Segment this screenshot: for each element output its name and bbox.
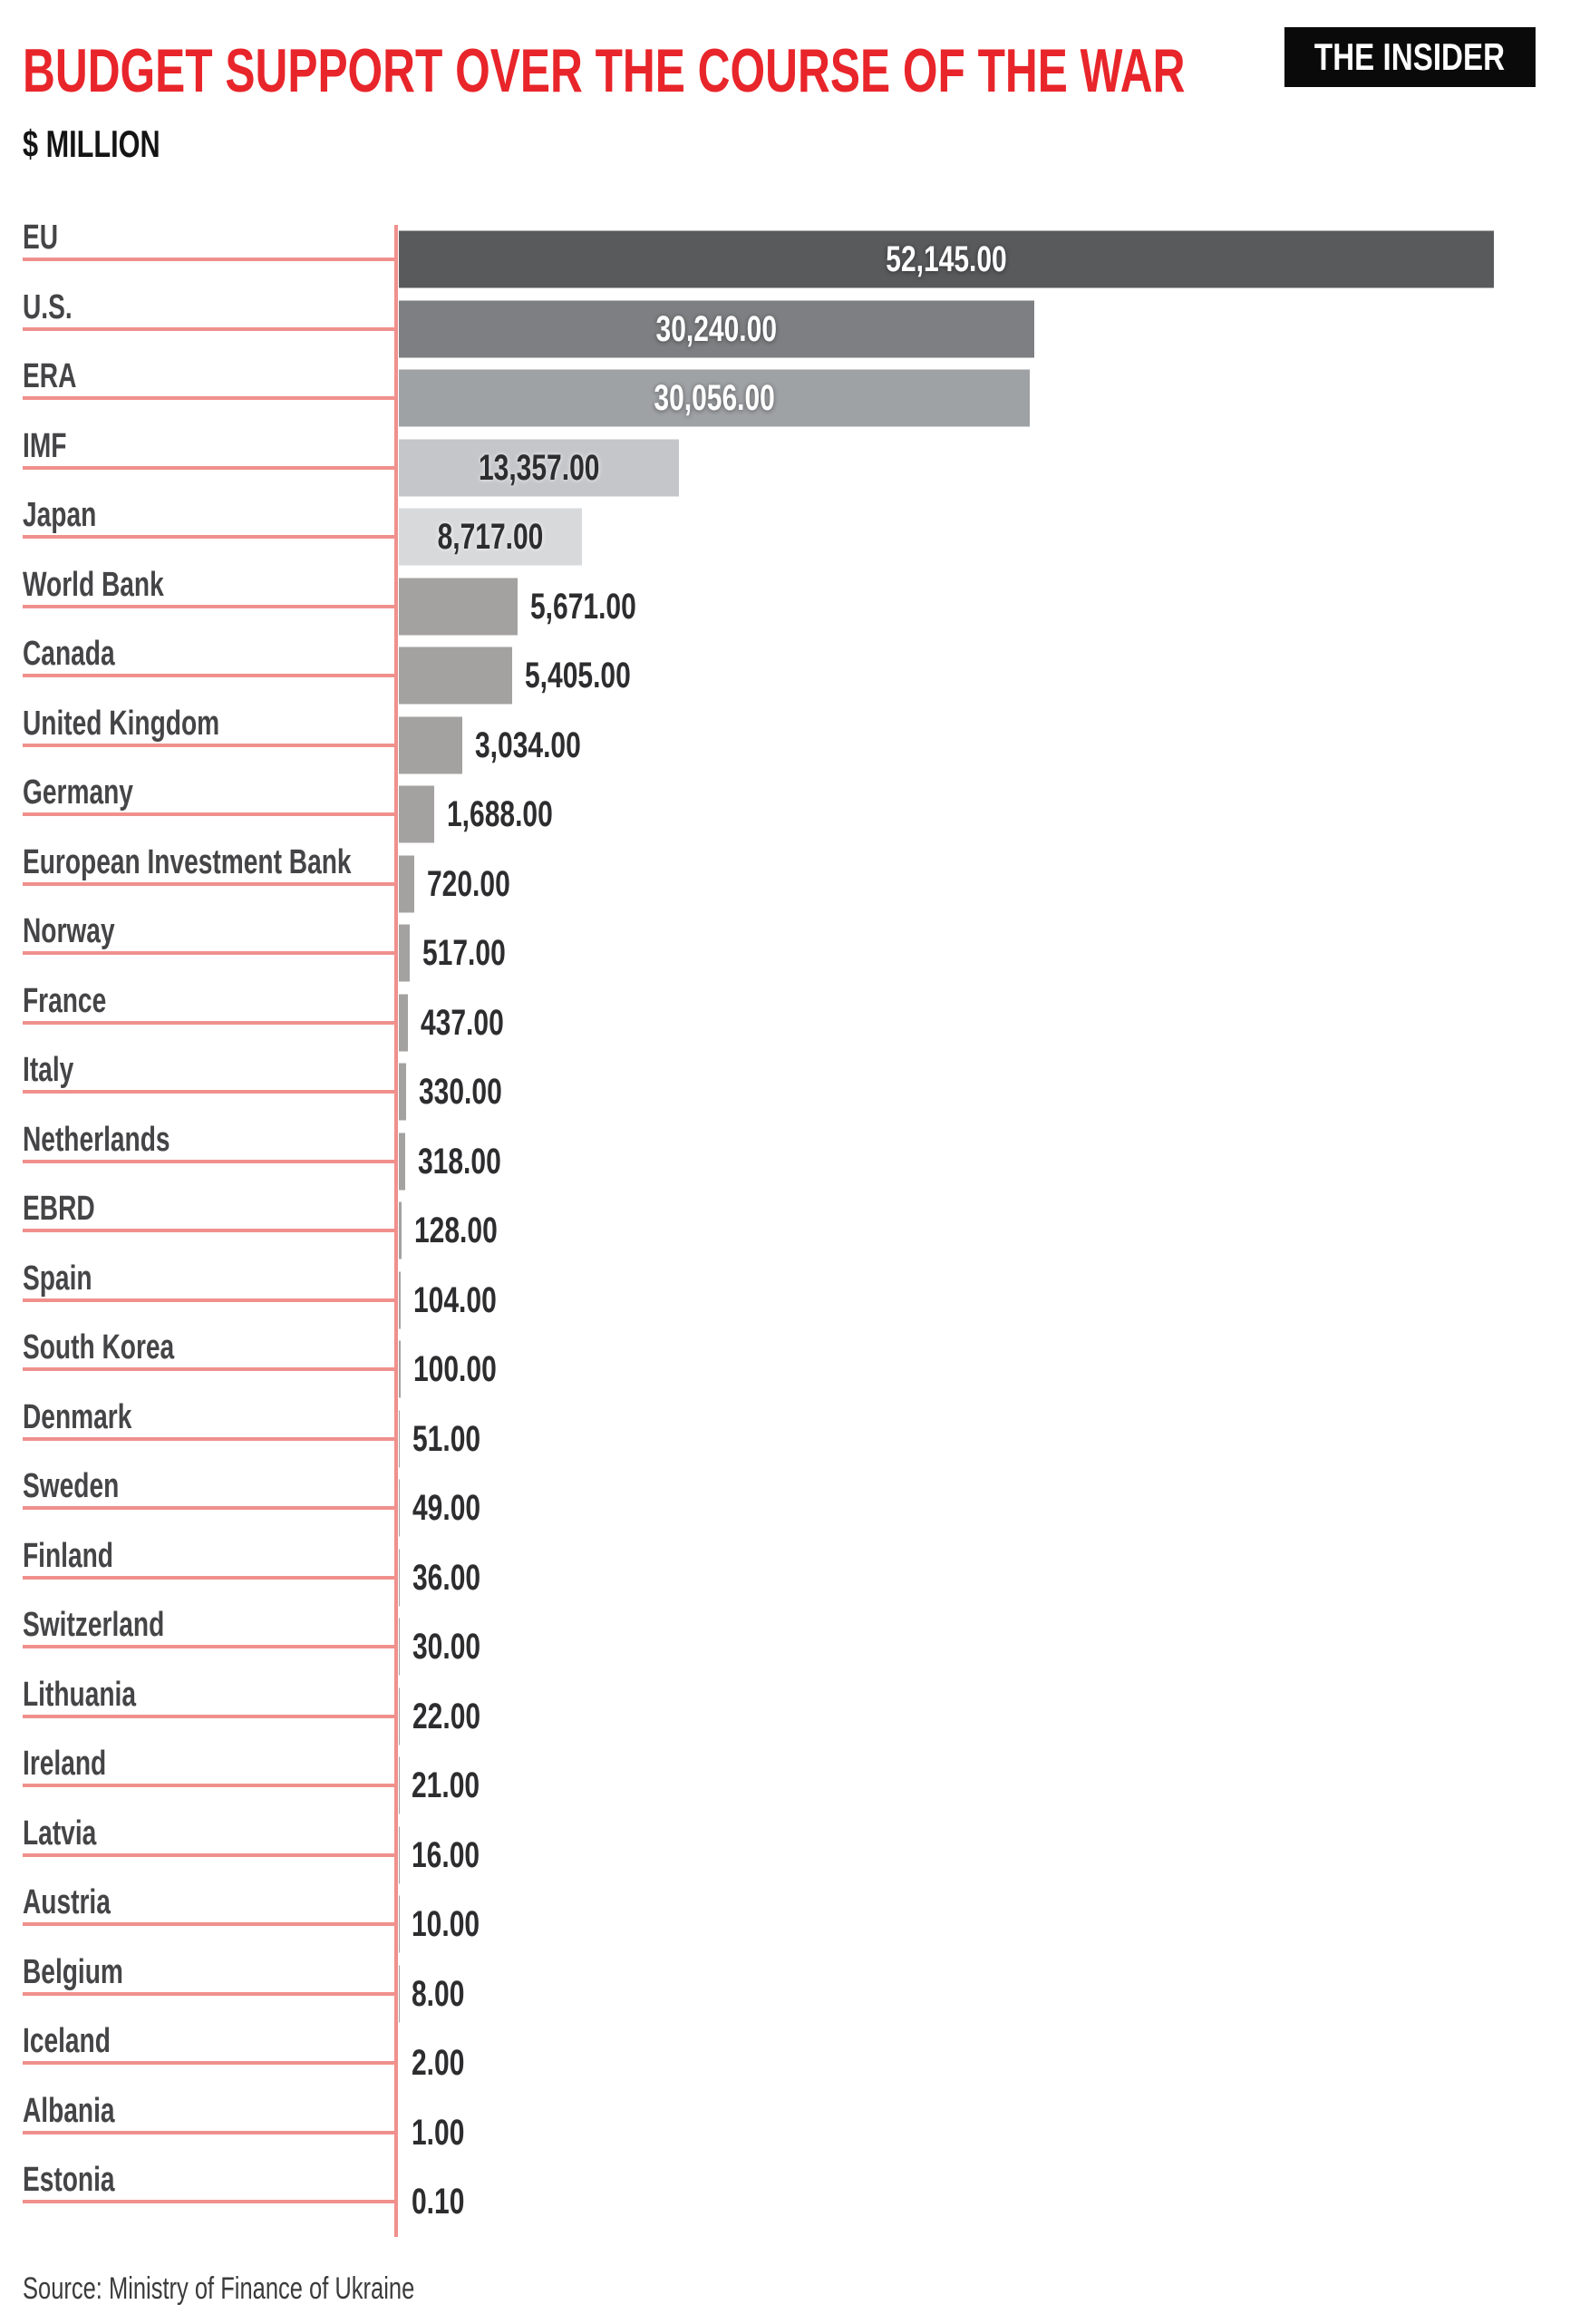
category-underline — [23, 812, 396, 816]
category-underline — [23, 674, 396, 677]
bar — [399, 1619, 400, 1676]
chart-row — [0, 1051, 1570, 1127]
category-underline — [23, 744, 396, 747]
category-underline — [23, 535, 396, 539]
category-label: Japan — [23, 496, 97, 535]
bar — [399, 578, 518, 635]
category-underline — [23, 1576, 396, 1580]
category-underline — [23, 605, 396, 608]
category-underline — [23, 1853, 396, 1857]
value-label: 104.00 — [413, 1279, 498, 1320]
value-label: 5,671.00 — [530, 586, 637, 627]
chart-row — [0, 1952, 1570, 2029]
category-label: EU — [23, 219, 59, 258]
bar — [399, 647, 512, 705]
bar — [399, 1410, 400, 1467]
category-label: Netherlands — [23, 1120, 170, 1159]
category-underline — [23, 882, 396, 886]
category-label: Spain — [23, 1259, 92, 1298]
category-underline — [23, 1160, 396, 1163]
category-underline — [23, 1090, 396, 1094]
value-label: 16.00 — [412, 1834, 480, 1875]
bar — [399, 1549, 400, 1606]
category-label: Italy — [23, 1051, 74, 1090]
chart-row — [0, 357, 1570, 433]
category-underline — [23, 1922, 396, 1926]
category-underline — [23, 327, 396, 331]
category-label: United Kingdom — [23, 704, 220, 743]
bar — [399, 716, 462, 773]
category-label: South Korea — [23, 1328, 175, 1367]
category-underline — [23, 1229, 396, 1232]
chart-row — [0, 981, 1570, 1058]
bar — [399, 1341, 401, 1398]
category-underline — [23, 396, 396, 400]
chart-row — [0, 1883, 1570, 1959]
chart-row — [0, 1120, 1570, 1197]
value-label: 8.00 — [412, 1973, 465, 2014]
category-underline — [23, 258, 396, 261]
value-label: 36.00 — [412, 1557, 480, 1598]
bar — [399, 1202, 402, 1259]
chart-row — [0, 1190, 1570, 1266]
bar — [399, 1687, 400, 1745]
chart-row — [0, 773, 1570, 850]
axis-line — [394, 225, 398, 2237]
chart-row — [0, 635, 1570, 711]
category-label: EBRD — [23, 1190, 95, 1229]
chart-row — [0, 1606, 1570, 1682]
category-underline — [23, 466, 396, 470]
value-label: 720.00 — [426, 863, 510, 904]
value-label: 3,034.00 — [475, 724, 582, 765]
category-label: Iceland — [23, 2022, 111, 2061]
chart-row — [0, 1259, 1570, 1336]
category-underline — [23, 2200, 396, 2203]
category-underline — [23, 1298, 396, 1302]
bar — [399, 925, 410, 982]
category-label: Sweden — [23, 1467, 120, 1506]
category-label: European Investment Bank — [23, 842, 352, 881]
value-label: 22.00 — [412, 1696, 480, 1736]
chart-row — [0, 565, 1570, 642]
value-label: 30,056.00 — [654, 378, 775, 419]
category-label: Germany — [23, 773, 133, 812]
value-label: 52,145.00 — [886, 239, 1007, 280]
chart-row — [0, 1328, 1570, 1405]
value-label: 5,405.00 — [525, 656, 631, 696]
value-label: 8,717.00 — [437, 517, 544, 558]
bar-chart — [0, 219, 1570, 2237]
chart-rows — [0, 219, 1570, 2237]
bar — [399, 1271, 401, 1328]
value-label: 21.00 — [412, 1765, 480, 1806]
category-label: Canada — [23, 635, 115, 674]
category-underline — [23, 2131, 396, 2134]
chart-row — [0, 1675, 1570, 1752]
chart-row — [0, 2022, 1570, 2098]
category-underline — [23, 1367, 396, 1371]
category-label: Albania — [23, 2091, 115, 2130]
chart-row — [0, 1467, 1570, 1543]
chart-row — [0, 2091, 1570, 2168]
value-label: 128.00 — [413, 1211, 498, 1251]
value-label: 51.00 — [412, 1418, 481, 1459]
bar — [399, 1480, 400, 1537]
value-label: 13,357.00 — [478, 447, 600, 488]
value-label: 30.00 — [412, 1627, 480, 1668]
category-label: ERA — [23, 357, 77, 396]
chart-row — [0, 287, 1570, 365]
chart-row — [0, 704, 1570, 781]
category-underline — [23, 1437, 396, 1441]
chart-row — [0, 1745, 1570, 1821]
bar — [399, 786, 434, 843]
chart-row — [0, 1813, 1570, 1891]
value-label: 1.00 — [412, 2112, 465, 2153]
chart-row — [0, 912, 1570, 988]
category-underline — [23, 2061, 396, 2065]
category-label: World Bank — [23, 565, 164, 604]
category-label: IMF — [23, 426, 67, 465]
category-underline — [23, 1506, 396, 1510]
category-label: Ireland — [23, 1745, 107, 1784]
bar — [399, 994, 408, 1051]
value-label: 517.00 — [422, 933, 506, 974]
value-label: 2.00 — [412, 2043, 465, 2084]
chart-row — [0, 1397, 1570, 1474]
unit-subtitle: $ MILLION — [23, 122, 160, 165]
value-label: 0.10 — [412, 2182, 465, 2222]
chart-row — [0, 426, 1570, 503]
chart-row — [0, 842, 1570, 919]
the-insider-logo — [1284, 27, 1536, 87]
category-label: Latvia — [23, 1813, 97, 1852]
category-underline — [23, 1715, 396, 1718]
chart-row — [0, 2161, 1570, 2237]
chart-row — [0, 219, 1570, 295]
category-underline — [23, 1021, 396, 1025]
category-label: Belgium — [23, 1952, 123, 1991]
value-label: 1,688.00 — [447, 794, 553, 835]
category-label: Estonia — [23, 2161, 115, 2200]
bar — [399, 855, 414, 912]
category-label: Denmark — [23, 1397, 132, 1436]
category-label: Austria — [23, 1883, 111, 1922]
page-title: BUDGET SUPPORT OVER THE COURSE OF THE WAR — [23, 36, 1186, 105]
category-underline — [23, 1645, 396, 1648]
chart-row — [0, 1536, 1570, 1613]
category-underline — [23, 951, 396, 955]
category-label: Norway — [23, 912, 115, 951]
value-label: 437.00 — [421, 1002, 504, 1043]
category-label: Lithuania — [23, 1675, 136, 1714]
value-label: 318.00 — [418, 1141, 502, 1181]
value-label: 30,240.00 — [655, 308, 778, 349]
category-label: Switzerland — [23, 1606, 165, 1645]
value-label: 49.00 — [412, 1488, 481, 1529]
bar — [399, 1064, 406, 1121]
category-underline — [23, 1992, 396, 1996]
category-label: U.S. — [23, 287, 73, 326]
bar — [399, 1133, 405, 1190]
value-label: 100.00 — [413, 1349, 498, 1390]
category-underline — [23, 1784, 396, 1787]
chart-row — [0, 496, 1570, 572]
value-label: 330.00 — [418, 1072, 502, 1113]
category-label: France — [23, 981, 107, 1020]
source-note: Source: Ministry of Finance of Ukraine — [23, 2271, 415, 2306]
category-label: Finland — [23, 1536, 113, 1575]
logo-text: THE INSIDER — [1314, 35, 1506, 78]
value-label: 10.00 — [412, 1904, 480, 1945]
